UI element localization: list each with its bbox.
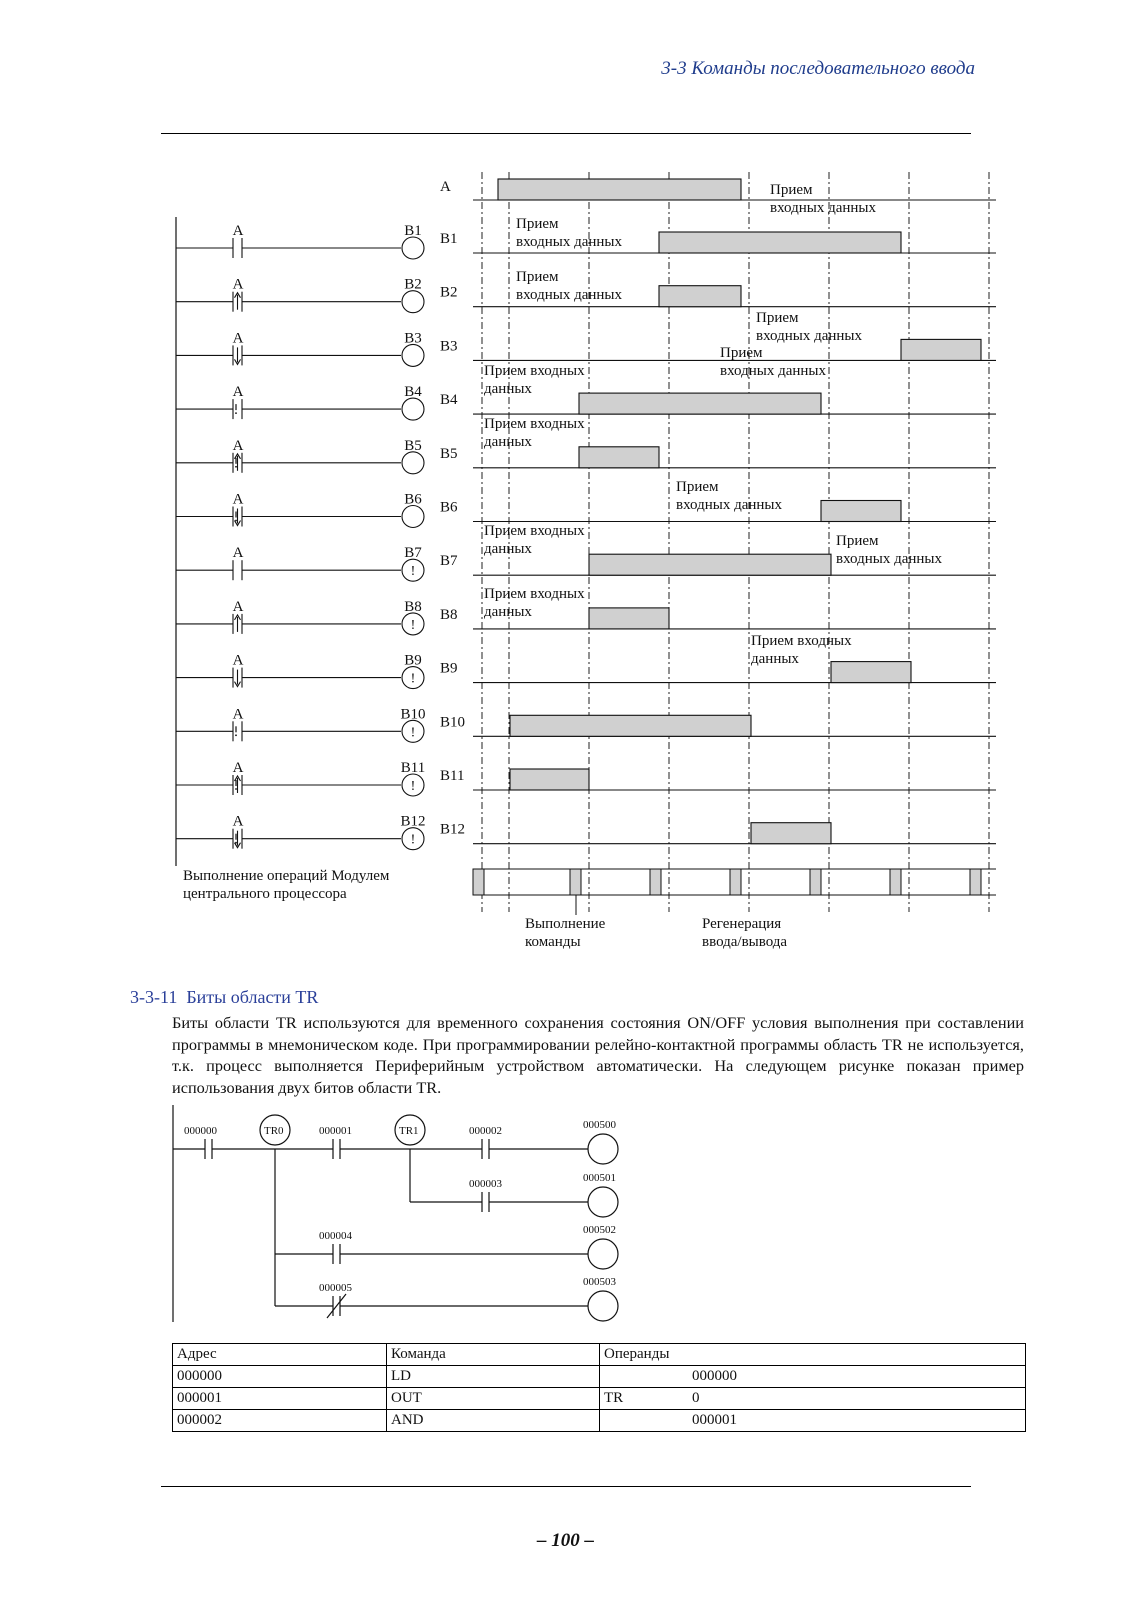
signal-pulse (510, 769, 589, 790)
annotation-receive: Прием (756, 310, 799, 326)
table-cell-address: 000000 (173, 1366, 387, 1388)
tr0-marker (260, 1115, 290, 1145)
annotation-receive: входных данных (770, 200, 876, 216)
contact-000004-label: 000004 (319, 1230, 352, 1242)
coil-label-b7: B7 (404, 545, 422, 562)
immediate-mark (235, 734, 237, 736)
immediate-mark (235, 466, 237, 468)
signal-pulse (751, 823, 831, 844)
table-cell-operands (600, 1366, 1026, 1388)
immediate-mark (235, 842, 237, 844)
coil-b6 (402, 506, 424, 528)
table-cell-address: 000002 (173, 1410, 387, 1432)
coil-b1 (402, 237, 424, 259)
refresh-block (730, 869, 741, 895)
coil-label-b10: B10 (400, 706, 426, 723)
immediate-mark (235, 520, 237, 522)
section-paragraph: Биты области TR используются для временного сохранения состояния ON/OFF условия выполнения при составлении программы в мнемоническом коде. При программировании релейно-контактной программы область TR не используется, т.к. процесс выполняется Периферийным устройством автоматически. На следующем рисунке показан пример использования двух битов области TR. (172, 1013, 1024, 1097)
contact-label: A (232, 598, 244, 615)
refresh-block (570, 869, 581, 895)
coil-label-b11: B11 (400, 760, 426, 776)
row-label-b10: B10 (440, 714, 466, 731)
signal-pulse (579, 447, 659, 468)
contact-label: A (232, 276, 244, 293)
footer-rule (161, 1486, 971, 1487)
coil-label-b1: B1 (404, 223, 422, 239)
annotation-receive: данных (484, 541, 532, 557)
section-heading: Биты области TR (186, 987, 319, 1007)
row-label-b8: B8 (440, 606, 458, 623)
coil-label-b6: B6 (404, 491, 422, 508)
annotation-receive: Прием входных (484, 416, 585, 432)
refresh-block (650, 869, 661, 895)
annotation-receive: данных (484, 434, 532, 450)
table-header-row (173, 1344, 1026, 1366)
signal-pulse (510, 715, 751, 736)
coil-diff-mark: ! (410, 725, 416, 741)
immediate-mark (235, 788, 237, 790)
table-cell-command: AND (387, 1410, 600, 1432)
row-label-b11: B11 (440, 768, 465, 784)
annotation-receive: Прием (720, 345, 763, 361)
annotation-receive: Прием входных (484, 586, 585, 602)
coil-diff-mark: ! (410, 617, 416, 633)
coil-diff-mark: ! (410, 564, 416, 580)
coil-000502 (588, 1239, 618, 1269)
refresh-label: ввода/вывода (702, 934, 788, 950)
annotation-receive: входных данных (516, 234, 622, 250)
coil-000500-label: 000500 (583, 1119, 616, 1131)
contact-label: A (232, 652, 244, 669)
annotation-receive: Прием (836, 533, 879, 549)
coil-label-b3: B3 (404, 330, 422, 347)
tr1-label: TR1 (399, 1125, 419, 1137)
coil-b3 (402, 344, 424, 366)
immediate-mark (235, 412, 237, 414)
refresh-label: Регенерация (702, 916, 782, 932)
refresh-block (970, 869, 981, 895)
cpu-label: Выполнение операций Модулем (183, 868, 390, 884)
table-row (173, 1388, 1026, 1410)
section-title (130, 987, 318, 1008)
contact-label: A (232, 437, 244, 454)
coil-b5 (402, 452, 424, 474)
coil-label-b9: B9 (404, 652, 422, 669)
row-label-b2: B2 (440, 284, 458, 301)
coil-diff-mark: ! (410, 671, 416, 687)
coil-label-b2: B2 (404, 276, 422, 293)
row-label-a: A (440, 179, 451, 195)
contact-label: A (232, 706, 244, 723)
row-label-b1: B1 (440, 231, 458, 247)
signal-pulse (901, 339, 981, 360)
annotation-receive: входных данных (720, 363, 826, 379)
ladder-column (176, 217, 426, 902)
operand-b: 000001 (692, 1412, 737, 1428)
row-label-b5: B5 (440, 445, 458, 462)
coil-000501 (588, 1187, 618, 1217)
timing-column (440, 172, 996, 950)
contact-label: A (232, 813, 244, 830)
contact-000001-label: 000001 (319, 1125, 352, 1137)
annotation-receive: входных данных (756, 328, 862, 344)
table-header-cell: Адрес (173, 1344, 387, 1366)
row-label-b3: B3 (440, 338, 458, 355)
coil-label-b8: B8 (404, 598, 422, 615)
annotation-receive: входных данных (516, 287, 622, 303)
refresh-block (473, 869, 484, 895)
tr0-label: TR0 (264, 1125, 284, 1137)
operand-b: 0 (692, 1390, 700, 1406)
operand-b: 000000 (692, 1368, 737, 1384)
coil-b2 (402, 291, 424, 313)
annotation-receive: Прием входных (484, 363, 585, 379)
signal-pulse (589, 608, 669, 629)
row-label-b4: B4 (440, 392, 458, 409)
annotation-receive: Прием (770, 182, 813, 198)
row-label-b7: B7 (440, 553, 458, 570)
signal-pulse (821, 501, 901, 522)
annotation-receive: данных (751, 651, 799, 667)
contact-000003-label: 000003 (469, 1178, 502, 1190)
coil-000502-label: 000502 (583, 1224, 616, 1236)
contact-label: A (232, 384, 244, 401)
annotation-receive: Прием входных (484, 523, 585, 539)
contact-label: A (232, 760, 244, 776)
coil-label-b5: B5 (404, 437, 422, 454)
contact-label: A (232, 491, 244, 508)
exec-label: Выполнение (525, 916, 606, 932)
signal-pulse (659, 286, 741, 307)
table-header-cell: Команда (387, 1344, 600, 1366)
signal-pulse (498, 179, 741, 200)
contact-label: A (232, 545, 244, 562)
section-number: 3-3-11 (130, 987, 178, 1007)
coil-label-b4: B4 (404, 384, 422, 401)
operand-a: TR (604, 1390, 624, 1406)
coil-000503-label: 000503 (583, 1276, 616, 1288)
annotation-receive: Прием входных (751, 633, 852, 649)
coil-b4 (402, 398, 424, 420)
table-row (173, 1410, 1026, 1432)
annotation-receive: Прием (516, 216, 559, 232)
annotation-receive: Прием (516, 269, 559, 285)
contact-000005-label: 000005 (319, 1282, 352, 1294)
signal-pulse (589, 554, 831, 575)
annotation-receive: данных (484, 604, 532, 620)
coil-000500 (588, 1134, 618, 1164)
annotation-receive: Прием (676, 479, 719, 495)
coil-000503 (588, 1291, 618, 1321)
coil-label-b12: B12 (400, 813, 426, 830)
page-header-title: 3-3 Команды последовательного ввода (661, 58, 975, 79)
table-cell-operands (600, 1388, 1026, 1410)
coil-diff-mark: ! (410, 832, 416, 848)
table-cell-command: OUT (387, 1388, 600, 1410)
row-label-b12: B12 (440, 821, 466, 838)
contact-label: A (232, 330, 244, 347)
annotation-receive: входных данных (836, 551, 942, 567)
table-cell-command: LD (387, 1366, 600, 1388)
row-label-b6: B6 (440, 499, 458, 516)
annotation-receive: данных (484, 381, 532, 397)
table-cell-operands (600, 1410, 1026, 1432)
contact-label: A (232, 223, 244, 239)
mnemonic-table (172, 1343, 1026, 1432)
table-cell-address: 000001 (173, 1388, 387, 1410)
annotation-receive: входных данных (676, 497, 782, 513)
table-row (173, 1366, 1026, 1388)
signal-pulse (659, 232, 901, 253)
cpu-label: центрального процессора (183, 886, 347, 902)
coil-000501-label: 000501 (583, 1172, 616, 1184)
signal-pulse (831, 662, 911, 683)
exec-label: команды (525, 934, 581, 950)
contact-000002-label: 000002 (469, 1125, 502, 1137)
refresh-block (810, 869, 821, 895)
row-label-b9: B9 (440, 660, 458, 677)
tr1-marker (395, 1115, 425, 1145)
contact-000000-label: 000000 (184, 1125, 217, 1137)
coil-diff-mark: ! (410, 779, 416, 794)
signal-pulse (579, 393, 821, 414)
page-number: – 100 – (537, 1530, 594, 1551)
table-header-cell: Операнды (600, 1344, 1026, 1366)
refresh-block (890, 869, 901, 895)
